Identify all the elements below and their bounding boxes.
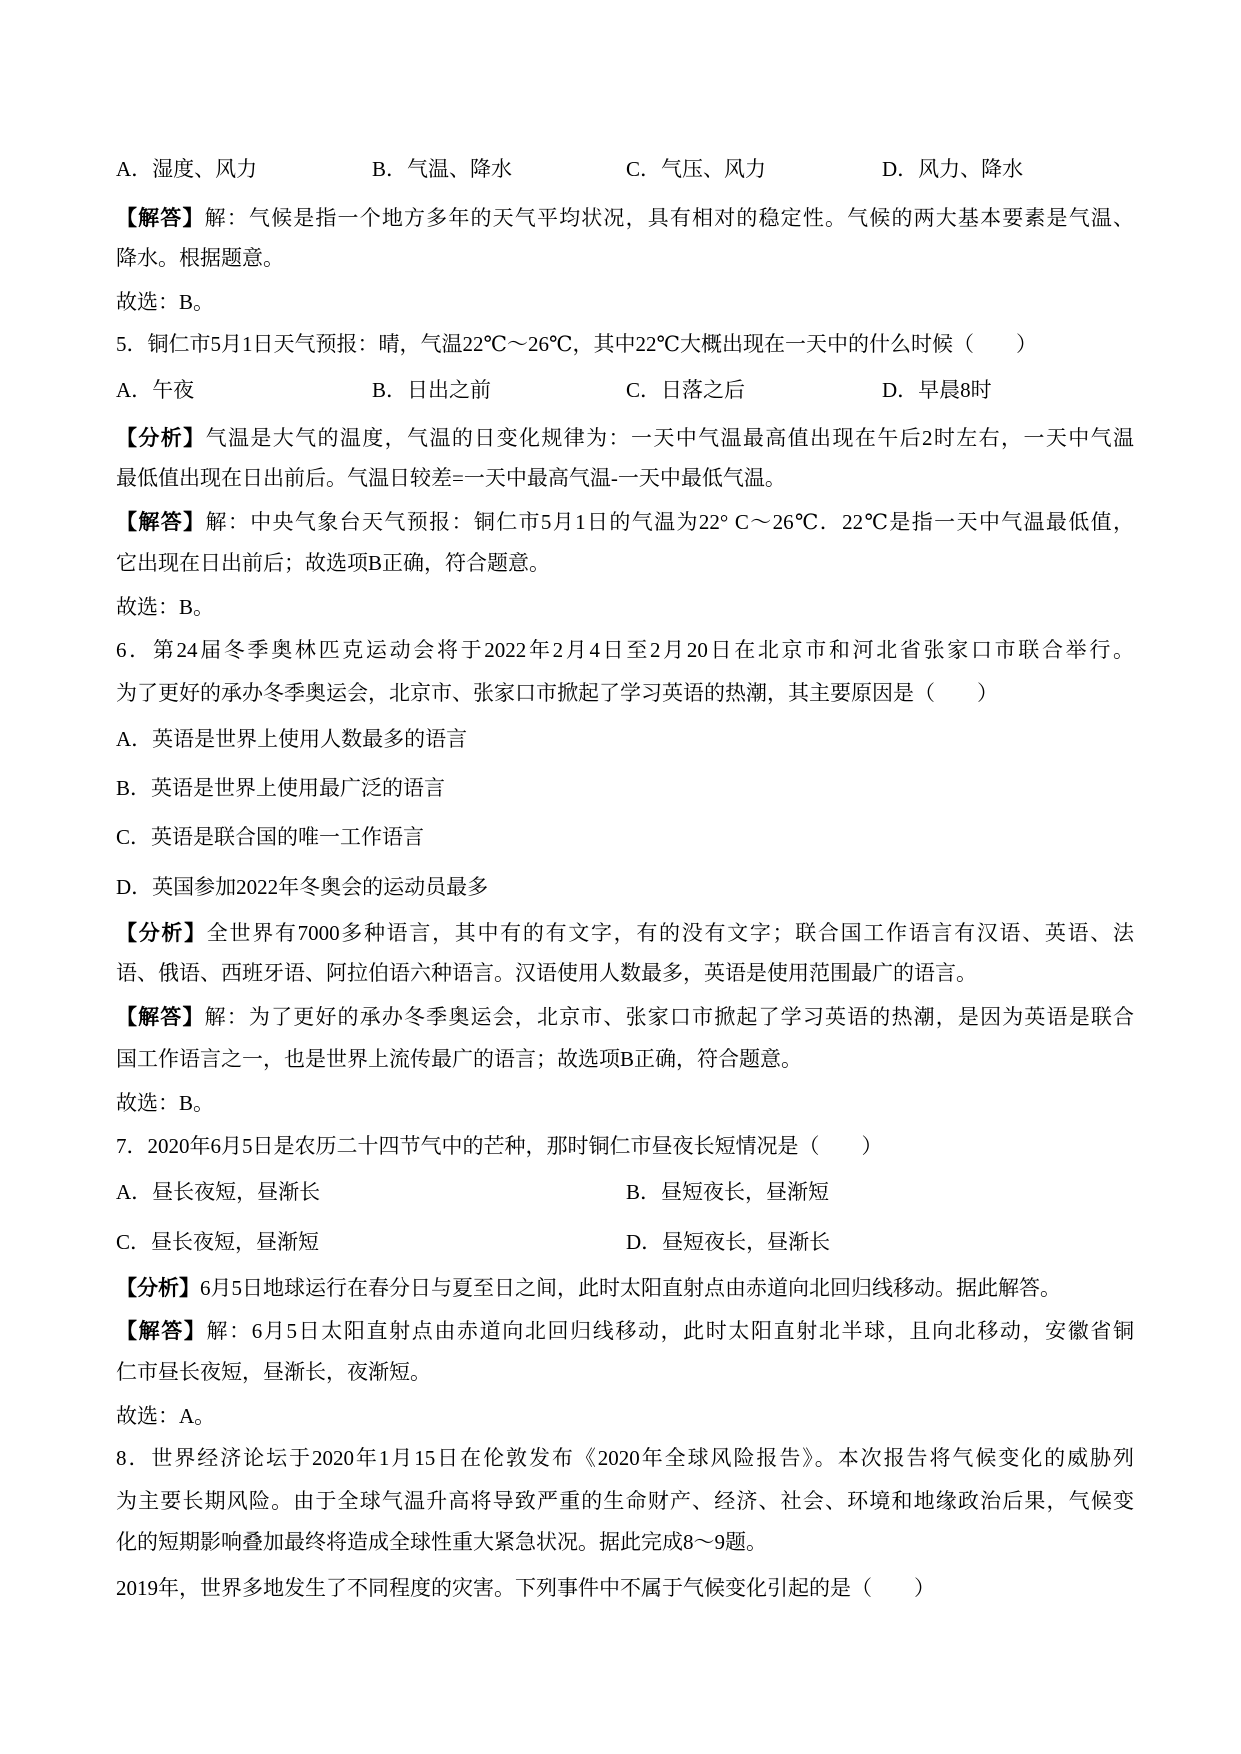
q7-answer-line-1 — [116, 1316, 1134, 1346]
analysis-label: 【分析】 — [116, 921, 207, 945]
q5-result: 故选：B。 — [116, 595, 215, 619]
q4-result: 故选：B。 — [116, 290, 215, 314]
q8-stem-line-3: 化的短期影响叠加最终将造成全球性重大紧急状况。据此完成8～9题。 — [116, 1530, 767, 1554]
analysis-text: 全世界有7000多种语言，其中有的有文字，有的没有文字；联合国工作语言有汉语、英语、法 — [206, 921, 1134, 945]
q5-analysis-line-1 — [116, 423, 1134, 453]
answer-text: 解：气候是指一个地方多年的天气平均状况，具有相对的稳定性。气候的两大基本要素是气温、 — [204, 206, 1134, 230]
q4-option-c: C．气压、风力 — [626, 157, 767, 181]
analysis-label: 【分析】 — [116, 426, 206, 450]
q8-question: 2019年，世界多地发生了不同程度的灾害。下列事件中不属于气候变化引起的是（ ） — [116, 1576, 935, 1600]
q8-stem-line-2: 为主要长期风险。由于全球气温升高将导致严重的生命财产、经济、社会、环境和地缘政治后果，气候变 — [116, 1489, 1134, 1513]
answer-label: 【解答】 — [116, 1319, 207, 1343]
q7-option-c: C．昼长夜短，昼渐短 — [116, 1230, 320, 1254]
q5-answer-line-2: 它出现在日出前后；故选项B正确，符合题意。 — [116, 551, 551, 575]
answer-text: 解：为了更好的承办冬季奥运会，北京市、张家口市掀起了学习英语的热潮，是因为英语是联合 — [204, 1005, 1134, 1029]
q7-stem: 7．2020年6月5日是农历二十四节气中的芒种，那时铜仁市昼夜长短情况是（ ） — [116, 1134, 883, 1158]
q8-stem-line-1: 8．世界经济论坛于2020年1月15日在伦敦发布《2020年全球风险报告》。本次报告将气候变化的威胁列 — [116, 1446, 1134, 1470]
analysis-label: 【分析】 — [116, 1276, 200, 1300]
q4-option-d: D．风力、降水 — [882, 157, 1024, 181]
analysis-text: 6月5日地球运行在春分日与夏至日之间，此时太阳直射点由赤道向北回归线移动。据此解答。 — [200, 1276, 1061, 1300]
q5-stem: 5．铜仁市5月1日天气预报：晴，气温22℃～26℃，其中22℃大概出现在一天中的什么时候（ ） — [116, 332, 1037, 356]
answer-text: 解：中央气象台天气预报：铜仁市5月1日的气温为22° C～26℃．22℃是指一天中气温最低值， — [205, 510, 1134, 534]
q5-option-a: A．午夜 — [116, 378, 195, 402]
q6-option-a: A．英语是世界上使用人数最多的语言 — [116, 727, 468, 751]
answer-label: 【解答】 — [116, 1005, 205, 1029]
q4-answer-line-1 — [116, 203, 1134, 233]
q6-analysis-line-1 — [116, 918, 1134, 948]
q5-option-b: B．日出之前 — [372, 378, 492, 402]
q7-result: 故选：A。 — [116, 1404, 216, 1428]
q7-analysis-line-1 — [116, 1273, 1134, 1303]
q7-option-a: A．昼长夜短，昼渐长 — [116, 1180, 321, 1204]
q6-option-d: D．英国参加2022年冬奥会的运动员最多 — [116, 875, 489, 899]
q6-result: 故选：B。 — [116, 1091, 215, 1115]
q7-option-d: D．昼短夜长，昼渐长 — [626, 1230, 831, 1254]
q7-option-b: B．昼短夜长，昼渐短 — [626, 1180, 830, 1204]
q6-answer-line-1 — [116, 1002, 1134, 1032]
q5-option-c: C．日落之后 — [626, 378, 746, 402]
q6-option-c: C．英语是联合国的唯一工作语言 — [116, 825, 425, 849]
answer-label: 【解答】 — [116, 206, 205, 230]
q4-option-b: B．气温、降水 — [372, 157, 513, 181]
q6-analysis-line-2: 语、俄语、西班牙语、阿拉伯语六种语言。汉语使用人数最多，英语是使用范围最广的语言。 — [116, 961, 977, 985]
answer-text: 解：6月5日太阳直射点由赤道向北回归线移动，此时太阳直射北半球，且向北移动，安徽省铜 — [206, 1319, 1134, 1343]
q5-option-d: D．早晨8时 — [882, 378, 992, 402]
analysis-text: 气温是大气的温度，气温的日变化规律为：一天中气温最高值出现在午后2时左右，一天中气温 — [205, 426, 1134, 450]
q5-analysis-line-2: 最低值出现在日出前后。气温日较差=一天中最高气温-一天中最低气温。 — [116, 466, 786, 490]
q6-stem-line-1: 6．第24届冬季奥林匹克运动会将于2022年2月4日至2月20日在北京市和河北省张家口市联合举行。 — [116, 638, 1134, 662]
q6-stem-line-2: 为了更好的承办冬季奥运会，北京市、张家口市掀起了学习英语的热潮，其主要原因是（ ） — [116, 681, 998, 705]
q4-answer-line-2: 降水。根据题意。 — [116, 246, 284, 270]
q4-option-a: A．湿度、风力 — [116, 157, 258, 181]
answer-label: 【解答】 — [116, 510, 206, 534]
q5-answer-line-1 — [116, 507, 1134, 537]
q6-option-b: B．英语是世界上使用最广泛的语言 — [116, 776, 446, 800]
q7-answer-line-2: 仁市昼长夜短，昼渐长，夜渐短。 — [116, 1360, 431, 1384]
q6-answer-line-2: 国工作语言之一，也是世界上流传最广的语言；故选项B正确，符合题意。 — [116, 1047, 803, 1071]
